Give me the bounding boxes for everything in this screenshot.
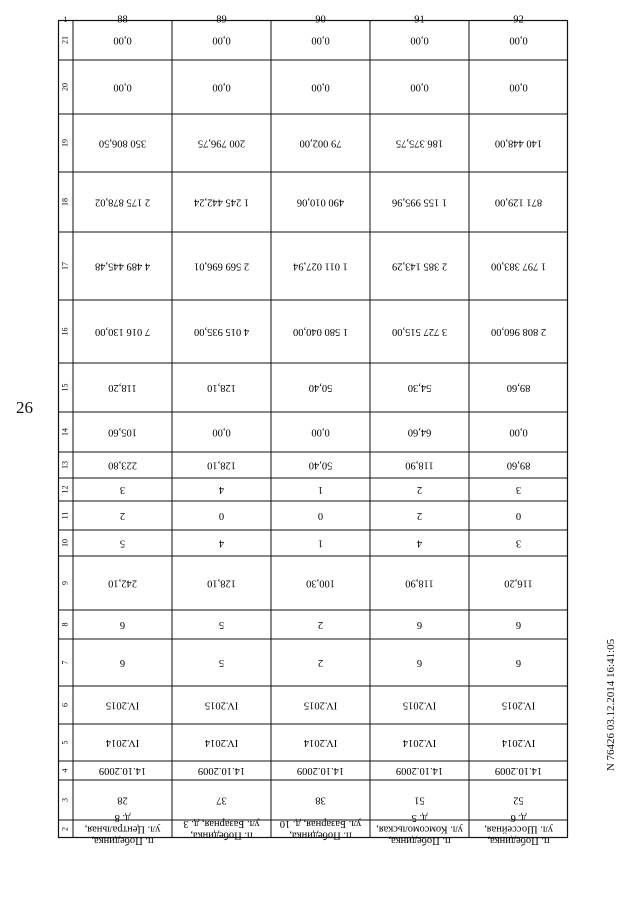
table-cell: [219, 657, 224, 668]
table-cell: [495, 197, 542, 208]
table-cell-text: 2: [416, 484, 423, 496]
column-number-header: 5: [60, 740, 70, 745]
table-cell: [516, 484, 521, 495]
table-cell-text: 37: [216, 794, 227, 806]
table-cell: [491, 261, 546, 272]
table-cell: [297, 765, 344, 776]
table-cell-text: 4 489 445,48: [94, 260, 151, 272]
table-cell: [513, 795, 524, 806]
table-cell-text: ул. Базарная, д. 3: [183, 817, 260, 829]
table-cell-text: 3 727 515,00: [391, 326, 448, 338]
table-cell-text: 4: [416, 537, 423, 549]
table-cell-text: 92: [513, 14, 524, 26]
table-cell-text: 14.10.2009: [197, 765, 246, 777]
table-cell-text: 79 002,00: [299, 137, 342, 149]
table-cell: [417, 484, 422, 495]
table-cell-text: 0,00: [311, 34, 330, 46]
column-number-header: 6: [60, 703, 70, 707]
table-cell: [392, 326, 447, 337]
document-stamp: N 76426 03.12.2014 16:41:05: [605, 638, 617, 772]
table-cell: [108, 578, 137, 589]
page-number: 26: [16, 398, 33, 417]
table-cell-text: 2 175 878,02: [94, 196, 151, 208]
table-cell: [306, 578, 335, 589]
table-cell: [108, 382, 137, 393]
table-cell: [204, 737, 238, 748]
column-number-header: 18: [60, 198, 70, 206]
table-cell-text: 200 796,75: [197, 137, 246, 149]
data-table-svg: [58, 14, 568, 847]
table-cell: [198, 138, 245, 149]
table-cell-text: 871 129,00: [494, 196, 543, 208]
table-cell: [405, 460, 434, 471]
table-cell-text: 14.10.2009: [98, 765, 147, 777]
table-cell-text: п. Побединка,: [487, 835, 550, 847]
table-cell: [113, 82, 131, 93]
table-cell: [417, 657, 422, 668]
table-cell-text: ул. Комсомольская,: [376, 823, 463, 835]
table-cell-text: 3: [119, 484, 126, 496]
table-cell: [85, 812, 161, 846]
table-cell-text: 0,00: [509, 81, 528, 93]
table-cell-text: 4: [218, 484, 225, 496]
table-cell: [300, 138, 342, 149]
table-cell: [513, 14, 524, 25]
table-cell-text: 2 569 696,01: [193, 260, 250, 272]
table-cell: [304, 700, 337, 711]
table-cell-text: 90: [315, 14, 326, 26]
table-cell: [297, 197, 344, 208]
table-cell: [216, 795, 227, 806]
table-cell-text: 100,30: [306, 577, 335, 589]
table-cell-text: 89,60: [506, 382, 531, 394]
column-number-header: 19: [60, 139, 70, 147]
table-cell-text: ул. Центральная,: [84, 823, 161, 835]
table-cell: [491, 326, 546, 337]
table-cell-text: 0,00: [113, 34, 132, 46]
column-number-header: 15: [60, 383, 70, 392]
column-number-header: 10: [60, 539, 70, 547]
table-cell-text: 128,10: [207, 382, 236, 394]
table-cell-text: д. 8: [114, 812, 131, 824]
table-cell-text: 0,00: [509, 34, 528, 46]
table-cell-text: 1: [317, 484, 324, 496]
table-cell: [218, 484, 224, 495]
table-cell-text: п. Побединка,: [190, 829, 253, 841]
table-cell-text: IV.2015: [204, 699, 239, 711]
table-cell: [108, 460, 137, 471]
column-number-header: 20: [60, 83, 70, 91]
table-cell: [120, 484, 125, 495]
table-cell: [318, 538, 323, 549]
table-cell: [516, 538, 521, 549]
table-cell-text: 1: [317, 537, 324, 549]
table-cell-text: 52: [513, 794, 524, 806]
column-number-header: 13: [60, 461, 70, 469]
table-cell: [408, 427, 432, 438]
table-cell: [311, 82, 329, 93]
table-cell: [280, 818, 361, 841]
table-cell: [117, 795, 128, 806]
table-cell-text: 0: [317, 510, 324, 522]
table-cell: [309, 460, 333, 471]
data-table: [58, 14, 568, 847]
table-cell-text: 2 808 960,00: [490, 326, 547, 338]
table-cell: [484, 812, 553, 846]
table-cell: [218, 538, 224, 549]
table-cell: [194, 261, 249, 272]
table-cell: [95, 197, 150, 208]
table-cell: [193, 197, 249, 208]
table-cell-text: 242,10: [108, 577, 137, 589]
table-cell: [95, 326, 150, 337]
table-cell-text: 91: [414, 14, 425, 26]
table-cell-text: 3: [515, 537, 522, 549]
table-cell-text: 4: [218, 537, 225, 549]
table-cell-text: 6: [119, 619, 126, 631]
table-cell-text: 6: [515, 619, 522, 631]
table-cell-text: 0,00: [311, 426, 330, 438]
table-cell-text: д. 5: [411, 812, 428, 824]
table-cell: [405, 578, 434, 589]
table-cell-text: 0,00: [311, 81, 330, 93]
table-cell-text: 50,40: [308, 459, 333, 471]
table-cell-text: 5: [218, 657, 225, 669]
table-cell: [501, 737, 535, 748]
table-cell-text: 14.10.2009: [296, 765, 345, 777]
table-cell: [113, 35, 131, 46]
table-cell: [99, 138, 146, 149]
table-cell-text: п. Побединка,: [388, 835, 451, 847]
table-cell: [396, 138, 443, 149]
table-cell-text: 0: [218, 510, 225, 522]
table-cell: [516, 657, 521, 668]
table-cell-text: 89: [216, 14, 227, 26]
table-cell: [392, 261, 447, 272]
table-cell-text: 5: [119, 537, 126, 549]
column-number-header: 14: [60, 428, 70, 436]
table-cell: [414, 795, 425, 806]
column-number-header: 9: [60, 581, 70, 585]
table-cell: [120, 510, 125, 521]
table-cell: [99, 765, 146, 776]
table-cell-text: 0,00: [410, 81, 429, 93]
table-cell: [212, 427, 230, 438]
table-cell-text: 223,80: [108, 459, 137, 471]
table-cell-text: 88: [117, 14, 128, 26]
table-cell: [516, 619, 521, 630]
table-cell-text: 38: [315, 794, 326, 806]
table-cell-text: 0,00: [212, 34, 231, 46]
table-cell: [318, 484, 323, 495]
table-cell: [293, 326, 348, 337]
column-number-header: 2: [60, 827, 70, 831]
table-cell: [402, 737, 436, 748]
table-cell: [410, 35, 428, 46]
table-cell-text: 2: [317, 657, 324, 669]
table-cell-text: ул. Шоссейная,: [484, 823, 553, 835]
table-cell: [292, 261, 347, 272]
table-cell-text: 186 375,75: [395, 137, 444, 149]
column-number-header: 17: [60, 262, 70, 270]
table-cell-text: 350 806,50: [98, 137, 147, 149]
table-cell: [414, 14, 425, 25]
table-cell-text: IV.2015: [303, 699, 338, 711]
table-cell-text: 51: [414, 794, 425, 806]
table-cell-text: 5: [218, 619, 225, 631]
column-number-header: 21: [60, 36, 70, 44]
table-cell-text: 0: [515, 510, 522, 522]
table-cell-text: п. Побединка,: [91, 835, 154, 847]
table-cell-text: 89,60: [506, 459, 531, 471]
table-cell-text: IV.2014: [303, 737, 338, 749]
table-cell: [408, 382, 432, 393]
table-cell-text: 118,20: [108, 382, 137, 394]
table-cell-text: 128,10: [207, 577, 236, 589]
table-cell-text: 6: [416, 619, 423, 631]
table-cell: [311, 35, 329, 46]
table-cell-text: 54,30: [407, 382, 432, 394]
table-cell: [216, 14, 227, 25]
table-cell-text: 6: [515, 657, 522, 669]
column-number-header: 3: [60, 798, 70, 802]
table-cell-text: ул. Базарная, д. 10: [279, 817, 362, 829]
table-cell: [417, 510, 422, 521]
table-cell: [303, 737, 337, 748]
table-cell-text: 2: [119, 510, 126, 522]
table-cell-text: 118,90: [405, 577, 434, 589]
table-cell: [117, 14, 128, 25]
table-cell-text: 0,00: [212, 426, 231, 438]
table-cell-text: 116,20: [504, 577, 533, 589]
table-cell-text: 1 245 442,24: [193, 196, 250, 208]
table-cell-text: 2 385 143,29: [391, 260, 448, 272]
table-cell: [495, 765, 542, 776]
table-cell-text: 14.10.2009: [395, 765, 444, 777]
table-cell: [194, 326, 249, 337]
table-cell: [212, 35, 230, 46]
table-cell: [95, 261, 150, 272]
table-cell: [120, 619, 125, 630]
column-number-header: 4: [60, 768, 70, 773]
table-cell: [120, 657, 125, 668]
table-cell: [212, 82, 230, 93]
table-cell: [507, 460, 531, 471]
column-number-header: 8: [60, 622, 70, 627]
table-cell-text: 50,40: [308, 382, 333, 394]
table-cell: [509, 82, 527, 93]
table-cell: [376, 812, 463, 846]
column-number-header: 11: [60, 511, 70, 520]
table-cell-text: 2: [416, 510, 423, 522]
table-cell-text: 64,60: [407, 426, 432, 438]
table-cell: [198, 765, 245, 776]
table-cell: [207, 578, 236, 589]
table-cell: [219, 619, 224, 630]
table-cell: [396, 765, 443, 776]
table-cell-text: 28: [117, 794, 128, 806]
table-cell: [318, 510, 323, 521]
table-cell-text: 105,60: [108, 426, 137, 438]
table-cell: [219, 510, 224, 521]
table-cell-text: 1 155 995,96: [391, 196, 448, 208]
column-number-header: 12: [60, 485, 70, 494]
table-cell: [205, 700, 238, 711]
table-cell-text: 0,00: [509, 426, 528, 438]
table-cell-text: IV.2015: [501, 699, 536, 711]
table-cell-text: 128,10: [207, 459, 236, 471]
table-cell: [410, 82, 428, 93]
table-cell-text: IV.2015: [402, 699, 437, 711]
table-cell-text: 1 011 027,94: [293, 260, 348, 272]
table-cell-text: 118,90: [405, 459, 434, 471]
table-cell: [318, 619, 323, 630]
table-cell-text: 2: [317, 619, 324, 631]
table-cell-text: IV.2014: [402, 737, 437, 749]
table-cell-text: д. 6: [510, 812, 527, 824]
table-cell: [504, 578, 533, 589]
table-cell: [207, 460, 236, 471]
table-cell: [183, 818, 259, 841]
table-cell-text: 140 448,00: [494, 137, 543, 149]
table-cell-text: п. Побединка,: [289, 829, 352, 841]
table-cell: [416, 538, 422, 549]
table-cell: [509, 427, 527, 438]
table-cell-text: 1 797 383,00: [490, 260, 547, 272]
table-cell: [495, 138, 542, 149]
table-cell: [403, 700, 436, 711]
table-cell-text: 0,00: [410, 34, 429, 46]
table-cell-text: IV.2014: [501, 737, 536, 749]
table-cell: [120, 538, 125, 549]
column-number-header: 1: [63, 14, 68, 24]
table-cell: [315, 795, 326, 806]
table-cell-text: 7 016 130,00: [94, 326, 151, 338]
column-number-header: 16: [60, 327, 70, 336]
table-cell: [318, 657, 323, 668]
table-cell-text: 4 015 935,00: [193, 326, 250, 338]
table-cell-text: 0,00: [113, 81, 132, 93]
table-cell: [392, 197, 447, 208]
table-cell: [207, 382, 236, 393]
table-cell-text: IV.2014: [105, 737, 140, 749]
table-cell: [417, 619, 422, 630]
table-cell-text: 490 010,06: [296, 196, 345, 208]
table-cell: [108, 427, 137, 438]
table-cell: [106, 700, 139, 711]
table-cell-text: 6: [119, 657, 126, 669]
table-cell: [507, 382, 531, 393]
table-cell: [309, 382, 333, 393]
table-cell: [509, 35, 527, 46]
table-cell-text: 0,00: [212, 81, 231, 93]
table-cell-text: IV.2015: [105, 699, 140, 711]
table-cell: [516, 510, 521, 521]
table-cell: [105, 737, 139, 748]
table-cell-text: 14.10.2009: [494, 765, 543, 777]
table-cell-text: IV.2014: [204, 737, 239, 749]
table-cell-text: 3: [515, 484, 522, 496]
table-cell-text: 6: [416, 657, 423, 669]
table-cell: [311, 427, 329, 438]
table-cell: [315, 14, 326, 25]
table-cell-text: 1 580 040,00: [292, 326, 349, 338]
table-cell: [502, 700, 535, 711]
column-number-header: 7: [60, 660, 70, 665]
